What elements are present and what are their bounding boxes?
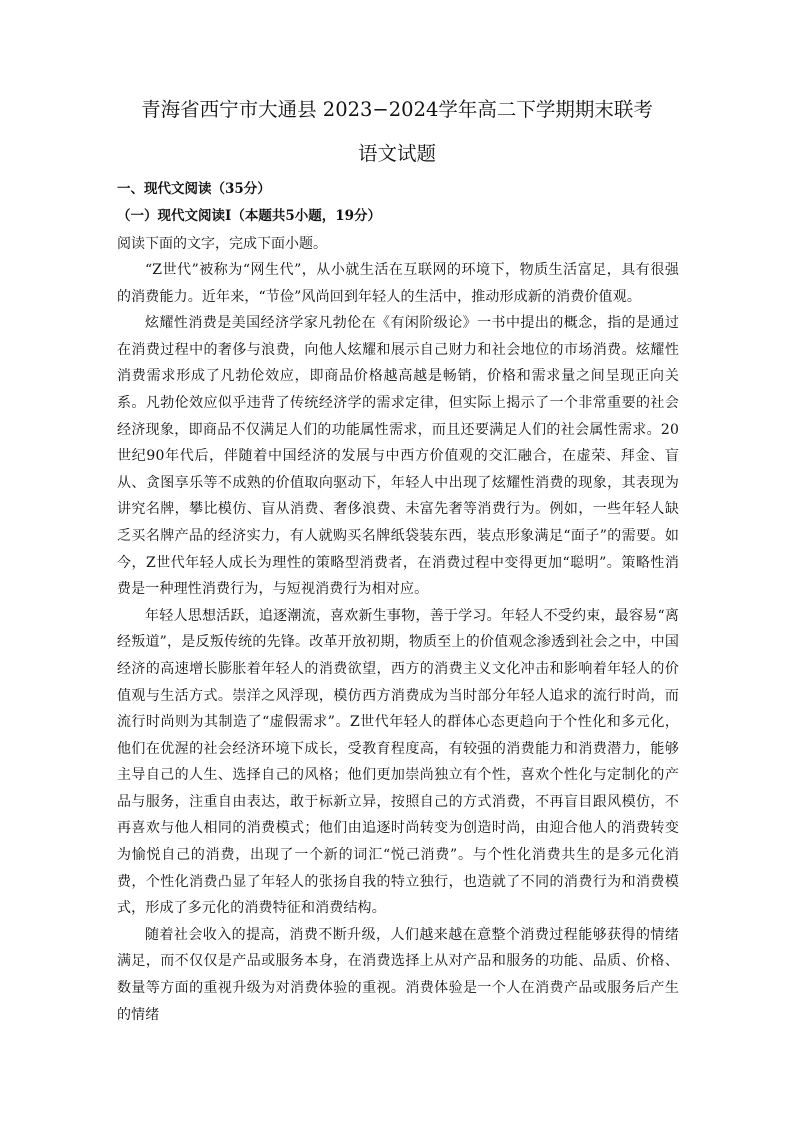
paragraph: 随着社会收入的提高，消费不断升级，人们越来越在意整个消费过程能够获得的情绪满足，而不仅仅是产品或服务本身，在消费选择上从对产品和服务的功能、品质、价格、数量等方面的重视升级为对消费体验的重视。消费体验是一个人在消费产品或服务后产生的情绪 — [117, 926, 679, 1023]
reading-instruction: 阅读下面的文字，完成下面小题。 — [117, 236, 327, 252]
document-subtitle: 语文试题 — [357, 142, 436, 165]
paragraph: 年轻人思想活跃，追逐潮流，喜欢新生事物，善于学习。年轻人不受约束，最容易“离经叛道”，是反叛传统的先锋。改革开放初期，物质至上的价值观念渗透到社会之中，中国经济的高速增长膨胀着年轻人的消费欲望，西方的消费主义文化冲击和影响着年轻人的价值观与生活方式。崇洋之风浮现，模仿西方消费成为当时部分年轻人追求的流行时尚，而流行时尚则为其制造了“虚假需求”。Z世代年轻人的群体心态更趋向于个性化和多元化，他们在优渥的社会经济环境下成长，受教育程度高，有较强的消费能力和消费潜力，能够主导自己的人生、选择自己的风格；他们更加崇尚独立有个性，喜欢个性化与定制化的产品与服务，注重自由表达，敢于标新立异，按照自己的方式消费，不再盲目跟风模仿，不再喜欢与他人相同的消费模式；他们由追逐时尚转变为创造时尚，由迎合他人的消费转变为愉悦自己的消费，出现了一个新的词汇“悦己消费”。与个性化消费共生的是多元化消费，个性化消费凸显了年轻人的张扬自我的特立独行，也造就了不同的消费行为和消费模式，形成了多元化的消费特征和消费结构。 — [117, 607, 679, 917]
paragraph: “Z世代”被称为“网生代”，从小就生活在互联网的环境下，物质生活富足，具有很强的消费能力。近年来，“节俭”风尚回到年轻人的生活中，推动形成新的消费价值观。 — [117, 262, 679, 305]
section-heading: 一、现代文阅读（35分） — [117, 181, 271, 197]
document-title: 青海省西宁市大通县 2023−2024学年高二下学期期末联考 — [141, 98, 653, 121]
subsection-heading: （一）现代文阅读Ⅰ（本题共5小题，19分） — [117, 208, 381, 224]
article-body — [117, 257, 679, 1028]
paragraph: 炫耀性消费是美国经济学家凡勃伦在《有闲阶级论》一书中提出的概念，指的是通过在消费过程中的奢侈与浪费，向他人炫耀和展示自己财力和社会地位的市场消费。炫耀性消费需求形成了凡勃伦效应，即商品价格越高越是畅销，价格和需求量之间呈现正向关系。凡勃伦效应似乎违背了传统经济学的需求定律，但实际上揭示了一个非常重要的社会经济现象，即商品不仅满足人们的功能属性需求，而且还要满足人们的社会属性需求。20世纪90年代后，伴随着中国经济的发展与中西方价值观的交汇融合，在虚荣、拜金、盲从、贪图享乐等不成熟的价值取向驱动下，年轻人中出现了炫耀性消费的现象，其表现为讲究名牌，攀比模仿、盲从消费、奢侈浪费、未富先奢等消费行为。例如，一些年轻人缺乏买名牌产品的经济实力，有人就购买名牌纸袋装东西，装点形象满足“面子”的需要。如今，Z世代年轻人成长为理性的策略型消费者，在消费过程中变得更加“聪明”。策略性消费是一种理性消费行为，与短视消费行为相对应。 — [117, 315, 679, 598]
